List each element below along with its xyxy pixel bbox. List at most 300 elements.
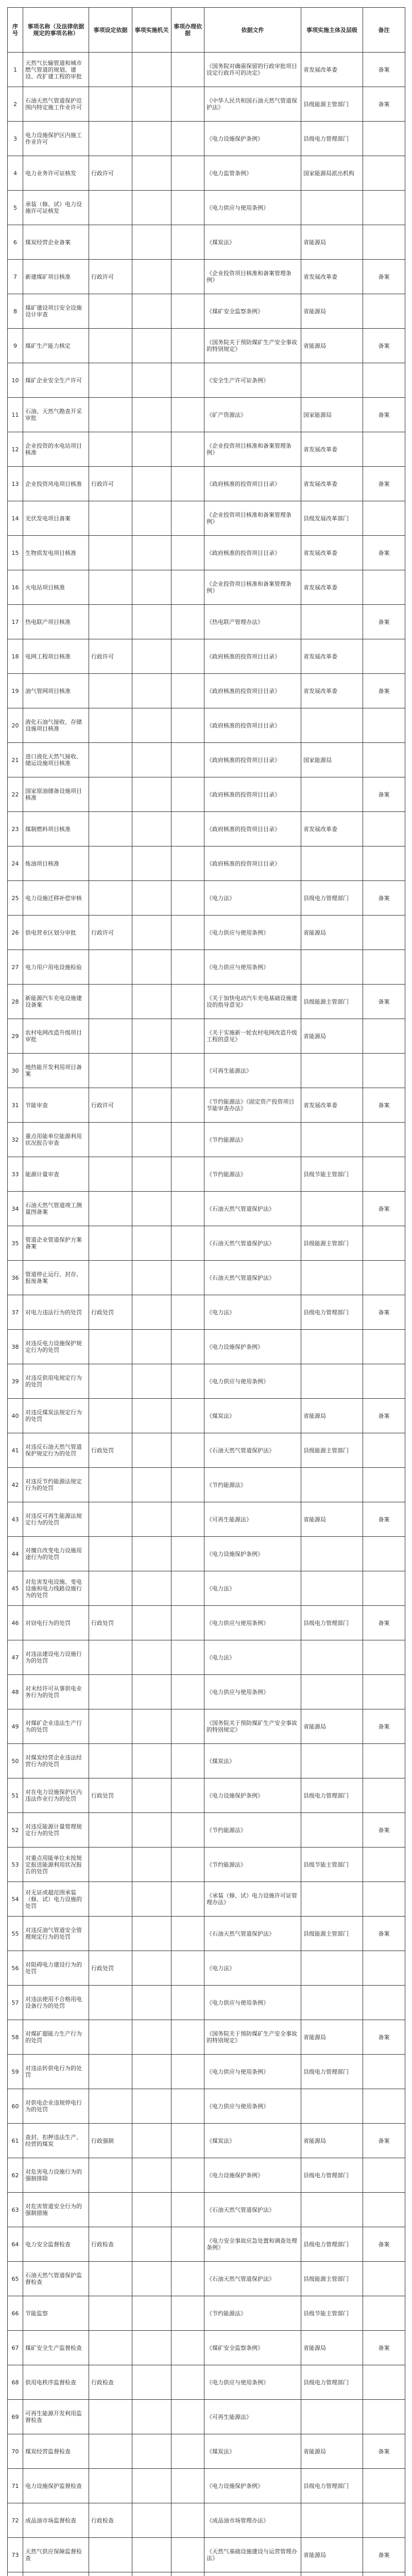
item-law	[171, 2158, 204, 2193]
item-law	[171, 570, 204, 605]
authority-text: 县级能源主管部门	[301, 1226, 363, 1261]
basis-text: 《企业投资项目核准和备案管理条例》	[204, 570, 301, 605]
item-law	[171, 1226, 204, 1261]
row-number: 49	[8, 1709, 23, 1744]
basis-text: 《电力设施保护条例》	[204, 2469, 301, 2503]
remark-text: 备案	[363, 605, 405, 639]
row-number: 28	[8, 985, 23, 1019]
item-law	[171, 1813, 204, 1848]
item-law	[171, 2503, 204, 2538]
table-row	[8, 743, 405, 777]
item-name: 节能监察	[23, 2296, 89, 2331]
item-category: 行政处罚	[89, 1606, 132, 1640]
item-law	[171, 674, 204, 708]
remark-text	[363, 812, 405, 846]
item-department	[132, 191, 171, 225]
table-row	[8, 1330, 405, 1364]
authority-text: 县级电力管理部门	[301, 2227, 363, 2262]
item-department	[132, 2469, 171, 2503]
authority-text: 县级能源主管部门	[301, 87, 363, 122]
remark-text	[363, 1330, 405, 1364]
row-number: 35	[8, 1226, 23, 1261]
basis-text: 《煤炭法》	[204, 2434, 301, 2469]
basis-text: 《电力供应与使用条例》	[204, 1675, 301, 1709]
item-category	[89, 1226, 132, 1261]
item-department	[132, 1848, 171, 1882]
item-category: 行政检查	[89, 2227, 132, 2262]
row-number: 60	[8, 2089, 23, 2124]
header-cell: 事项名称（及法律依据规定的事项名称）	[23, 8, 89, 53]
table-row	[8, 191, 405, 225]
authority-text: 省能源局	[301, 916, 363, 950]
item-department	[132, 2262, 171, 2296]
item-law	[171, 2124, 204, 2158]
item-name: 对违反供用电规定行为的处罚	[23, 1364, 89, 1399]
remark-text: 备案	[363, 1399, 405, 1433]
row-number: 50	[8, 1744, 23, 1778]
item-law	[171, 1157, 204, 1192]
item-law	[171, 294, 204, 329]
row-number: 11	[8, 398, 23, 432]
authority-text: 省能源局	[301, 2538, 363, 2572]
item-law	[171, 916, 204, 950]
remark-text	[363, 1019, 405, 1054]
authority-text	[301, 1192, 363, 1226]
item-name: 进口液化天然气接收、储运设施项目核准	[23, 743, 89, 777]
row-number: 29	[8, 1019, 23, 1054]
item-department	[132, 1433, 171, 1468]
remark-text	[363, 1848, 405, 1882]
remark-text	[363, 1571, 405, 1606]
remark-text	[363, 1882, 405, 1917]
item-law	[171, 398, 204, 432]
table-row	[8, 122, 405, 156]
remark-text: 备案	[363, 1088, 405, 1123]
item-department	[132, 743, 171, 777]
authority-text: 省能源局	[301, 1399, 363, 1433]
item-law	[171, 53, 204, 87]
basis-text: 《关于加快电动汽车充电基础设施建设的指导意见》	[204, 985, 301, 1019]
basis-text: 《电力设施保护条例》	[204, 1778, 301, 1813]
item-name: 煤矿生产能力核定	[23, 329, 89, 363]
table-row	[8, 2331, 405, 2365]
item-law	[171, 1848, 204, 1882]
basis-text: 《国务院关于预防煤矿生产安全事故的特别规定》	[204, 1709, 301, 1744]
item-law	[171, 87, 204, 122]
authority-text	[301, 708, 363, 743]
item-department	[132, 294, 171, 329]
item-department	[132, 2331, 171, 2365]
authority-text: 省能源局	[301, 2331, 363, 2365]
basis-text: 《政府核准的投资项目目录》	[204, 467, 301, 501]
remark-text: 备案	[363, 777, 405, 812]
basis-text: 《电力供应与使用条例》	[204, 2365, 301, 2400]
row-number: 54	[8, 1882, 23, 1917]
header-cell: 事项办理依据	[171, 8, 204, 53]
row-number: 5	[8, 191, 23, 225]
item-name: 电力设施保护监督检查	[23, 2469, 89, 2503]
item-name: 对违反可再生能源法规定行为的处罚	[23, 1502, 89, 1537]
table-row	[8, 1778, 405, 1813]
item-name: 供电营业区划分审批	[23, 916, 89, 950]
item-category	[89, 1848, 132, 1882]
remark-text	[363, 2365, 405, 2400]
row-number: 32	[8, 1123, 23, 1157]
item-category	[89, 2331, 132, 2365]
table-row	[8, 2055, 405, 2089]
table-row	[8, 950, 405, 985]
row-number: 34	[8, 1192, 23, 1226]
item-law	[171, 1330, 204, 1364]
item-law	[171, 1088, 204, 1123]
item-law	[171, 881, 204, 916]
table-row	[8, 1709, 405, 1744]
authority-text	[301, 1468, 363, 1502]
remark-text: 备案	[363, 1917, 405, 1951]
table-row	[8, 1054, 405, 1088]
basis-text: 《煤炭法》	[204, 2124, 301, 2158]
item-category: 行政检查	[89, 2365, 132, 2400]
remark-text	[363, 363, 405, 398]
item-category	[89, 846, 132, 881]
remark-text	[363, 1744, 405, 1778]
authority-text: 国家能源局	[301, 743, 363, 777]
authority-text	[301, 1330, 363, 1364]
basis-text: 《电力法》	[204, 1571, 301, 1606]
basis-text: 《国务院关于预防煤矿生产安全事故的特别规定》	[204, 329, 301, 363]
table-row	[8, 2020, 405, 2055]
item-category	[89, 674, 132, 708]
item-name: 对危害管道安全行为的强制措施	[23, 2193, 89, 2227]
item-name: 煤制燃料项目核准	[23, 812, 89, 846]
row-number: 73	[8, 2538, 23, 2572]
authority-text: 省发展改革委	[301, 639, 363, 674]
remark-text: 备案	[363, 674, 405, 708]
remark-text	[363, 2193, 405, 2227]
item-law	[171, 2020, 204, 2055]
remark-text	[363, 708, 405, 743]
table-row	[8, 1502, 405, 1537]
row-number: 9	[8, 329, 23, 363]
item-category	[89, 743, 132, 777]
authority-text	[301, 2193, 363, 2227]
item-name: 对违反能源计量管理规定行为的处罚	[23, 1813, 89, 1848]
item-department	[132, 2400, 171, 2434]
remark-text	[363, 156, 405, 191]
row-number: 52	[8, 1813, 23, 1848]
row-number: 58	[8, 2020, 23, 2055]
row-number: 47	[8, 1640, 23, 1675]
basis-text: 《矿产资源法》	[204, 398, 301, 432]
row-number: 56	[8, 1951, 23, 1986]
row-number: 48	[8, 1675, 23, 1709]
item-department	[132, 708, 171, 743]
item-department	[132, 846, 171, 881]
remark-text: 备案	[363, 329, 405, 363]
authority-text	[301, 1571, 363, 1606]
remark-text: 备案	[363, 2331, 405, 2365]
basis-text: 《成品油市场管理办法》	[204, 2503, 301, 2538]
authority-text: 省发展改革委	[301, 536, 363, 570]
row-number: 21	[8, 743, 23, 777]
item-name: 国家原油储备设施项目核准	[23, 777, 89, 812]
item-name: 查封、扣押违法生产、经营的煤炭	[23, 2124, 89, 2158]
item-category	[89, 1330, 132, 1364]
item-department	[132, 1192, 171, 1226]
authority-text: 县级电力管理部门	[301, 881, 363, 916]
row-number: 38	[8, 1330, 23, 1364]
row-number: 41	[8, 1433, 23, 1468]
item-name: 对窃电行为的处罚	[23, 1606, 89, 1640]
item-department	[132, 87, 171, 122]
remark-text: 备案	[363, 1606, 405, 1640]
remark-text	[363, 1054, 405, 1088]
row-number: 40	[8, 1399, 23, 1433]
item-law	[171, 1123, 204, 1157]
remark-text: 备案	[363, 2227, 405, 2262]
item-category	[89, 2262, 132, 2296]
remark-text	[363, 1261, 405, 1295]
item-department	[132, 156, 171, 191]
item-name: 油气管网项目核准	[23, 674, 89, 708]
row-number: 71	[8, 2469, 23, 2503]
table-row	[8, 1226, 405, 1261]
item-category: 行政处罚	[89, 1295, 132, 1330]
remark-text: 备案	[363, 1502, 405, 1537]
authority-text: 县级能源主管部门	[301, 1433, 363, 1468]
item-name: 对违反煤炭法规定行为的处罚	[23, 1399, 89, 1433]
authority-text: 县级电力管理部门	[301, 2158, 363, 2193]
item-category: 行政许可	[89, 260, 132, 294]
authority-text: 省能源局	[301, 2020, 363, 2055]
basis-text: 《节约能源法》	[204, 1157, 301, 1192]
item-department	[132, 605, 171, 639]
item-department	[132, 2227, 171, 2262]
item-category	[89, 1502, 132, 1537]
item-department	[132, 1640, 171, 1675]
row-number: 64	[8, 2227, 23, 2262]
table-row	[8, 2193, 405, 2227]
item-category	[89, 1986, 132, 2020]
table-row	[8, 1813, 405, 1848]
item-name: 煤矿建设项目安全设施设计审查	[23, 294, 89, 329]
item-law	[171, 1709, 204, 1744]
remark-text	[363, 639, 405, 674]
item-department	[132, 1054, 171, 1088]
table-row	[8, 1192, 405, 1226]
item-department	[132, 1917, 171, 1951]
remark-text	[363, 122, 405, 156]
authority-text: 省发展改革委	[301, 1088, 363, 1123]
item-department	[132, 1157, 171, 1192]
remark-text	[363, 950, 405, 985]
table-row	[8, 363, 405, 398]
authority-text	[301, 1882, 363, 1917]
item-category	[89, 191, 132, 225]
row-number: 22	[8, 777, 23, 812]
basis-text: 《电力监管条例》	[204, 156, 301, 191]
item-category	[89, 432, 132, 467]
basis-text: 《煤炭法》	[204, 1399, 301, 1433]
item-department	[132, 398, 171, 432]
authority-text	[301, 1986, 363, 2020]
item-department	[132, 1606, 171, 1640]
remark-text	[363, 1226, 405, 1261]
authority-text: 省能源局	[301, 1502, 363, 1537]
row-number: 13	[8, 467, 23, 501]
item-category	[89, 2055, 132, 2089]
table-header	[8, 8, 405, 53]
item-category	[89, 1019, 132, 1054]
item-name: 对煤矿企业违法生产行为的处罚	[23, 1709, 89, 1744]
basis-text: 《石油天然气管道保护法》	[204, 1433, 301, 1468]
item-law	[171, 1675, 204, 1709]
item-department	[132, 225, 171, 260]
authority-text: 国家能源局派出机构	[301, 156, 363, 191]
item-department	[132, 1123, 171, 1157]
item-category	[89, 536, 132, 570]
authority-text: 县级节能主管部门	[301, 2296, 363, 2331]
item-department	[132, 1537, 171, 1571]
table-row	[8, 1848, 405, 1882]
item-name: 对无证或超范围承装（修、试）电力设施的处罚	[23, 1882, 89, 1917]
table-row	[8, 1399, 405, 1433]
item-category	[89, 1261, 132, 1295]
item-law	[171, 1054, 204, 1088]
basis-text: 《节约能源法》	[204, 1123, 301, 1157]
item-department	[132, 1986, 171, 2020]
item-category	[89, 1813, 132, 1848]
item-name: 新建煤矿项目核准	[23, 260, 89, 294]
row-number: 63	[8, 2193, 23, 2227]
item-category: 行政处罚	[89, 1433, 132, 1468]
remark-text	[363, 2262, 405, 2296]
row-number: 45	[8, 1571, 23, 1606]
authority-text	[301, 2400, 363, 2434]
item-department	[132, 985, 171, 1019]
row-number: 25	[8, 881, 23, 916]
authority-text: 县级电力管理部门	[301, 2055, 363, 2089]
authority-text	[301, 777, 363, 812]
item-category	[89, 329, 132, 363]
item-name: 热电联产项目核准	[23, 605, 89, 639]
authority-text: 省发展改革委	[301, 432, 363, 467]
table-row	[8, 1019, 405, 1054]
item-law	[171, 122, 204, 156]
table-row	[8, 1468, 405, 1502]
table-row	[8, 2538, 405, 2572]
row-number: 6	[8, 225, 23, 260]
basis-text: 《企业投资项目核准和备案管理条例》	[204, 432, 301, 467]
row-number: 66	[8, 2296, 23, 2331]
table-row	[8, 1882, 405, 1917]
item-law	[171, 260, 204, 294]
row-number: 7	[8, 260, 23, 294]
item-name: 新能源汽车充电设施建设备案	[23, 985, 89, 1019]
table-row	[8, 329, 405, 363]
item-law	[171, 2365, 204, 2400]
item-law	[171, 1744, 204, 1778]
item-name: 对煤矿超能力生产行为的处罚	[23, 2020, 89, 2055]
item-department	[132, 1744, 171, 1778]
item-law	[171, 2434, 204, 2469]
authority-text	[301, 1675, 363, 1709]
row-number: 55	[8, 1917, 23, 1951]
item-department	[132, 2503, 171, 2538]
item-name: 煤矿企业安全生产许可	[23, 363, 89, 398]
remark-text	[363, 1537, 405, 1571]
basis-text: 《电力供应与使用条例》	[204, 191, 301, 225]
row-number: 46	[8, 1606, 23, 1640]
item-name: 对煤炭经营企业违法经营行为的处罚	[23, 1744, 89, 1778]
basis-text: 《电力法》	[204, 1295, 301, 1330]
item-category	[89, 2296, 132, 2331]
item-law	[171, 2227, 204, 2262]
row-number: 72	[8, 2503, 23, 2538]
row-number: 27	[8, 950, 23, 985]
item-department	[132, 1330, 171, 1364]
item-category	[89, 2572, 132, 2576]
row-number: 36	[8, 1261, 23, 1295]
authority-text: 县级电力管理部门	[301, 2365, 363, 2400]
table-row	[8, 2124, 405, 2158]
item-law	[171, 2469, 204, 2503]
item-category	[89, 1157, 132, 1192]
item-category	[89, 2469, 132, 2503]
row-number: 61	[8, 2124, 23, 2158]
basis-text: 《关于实施新一轮农村电网改造升级工程的意见》	[204, 1019, 301, 1054]
item-category	[89, 881, 132, 916]
item-law	[171, 501, 204, 536]
item-law	[171, 467, 204, 501]
basis-text: 《电力法》	[204, 1640, 301, 1675]
basis-text: 《可再生能源法》	[204, 2400, 301, 2434]
table-row	[8, 2572, 405, 2576]
item-name: 管道停止运行、封存、报废备案	[23, 1261, 89, 1295]
basis-text: 《石油天然气管道保护法》	[204, 1261, 301, 1295]
item-law	[171, 1917, 204, 1951]
basis-text: 《承装（修、试）电力设施许可证管理办法》	[204, 1882, 301, 1917]
header-cell: 事项设定依据	[89, 8, 132, 53]
table-row	[8, 2400, 405, 2434]
table-row	[8, 398, 405, 432]
item-department	[132, 674, 171, 708]
item-name: 煤矿安全生产监督检查	[23, 2331, 89, 2365]
basis-text: 《政府核准的投资项目目录》	[204, 536, 301, 570]
row-number: 70	[8, 2434, 23, 2469]
remark-text	[363, 191, 405, 225]
item-department	[132, 1813, 171, 1848]
item-law	[171, 329, 204, 363]
authority-text	[301, 1123, 363, 1157]
remark-text	[363, 2469, 405, 2503]
remark-text	[363, 1675, 405, 1709]
item-name: 液化石油气接收、存储设施项目核准	[23, 708, 89, 743]
basis-text: 《电力设施保护条例》	[204, 2158, 301, 2193]
item-law	[171, 743, 204, 777]
table-row	[8, 1537, 405, 1571]
item-department	[132, 570, 171, 605]
row-number: 26	[8, 916, 23, 950]
header-cell: 事项实施主体及层级	[301, 8, 363, 53]
basis-text: 《电力供应与使用条例》	[204, 1986, 301, 2020]
row-number: 69	[8, 2400, 23, 2434]
authority-text: 省能源局	[301, 2124, 363, 2158]
item-name: 农村电网改造升级项目审批	[23, 1019, 89, 1054]
remark-text: 备案	[363, 467, 405, 501]
table-row	[8, 605, 405, 639]
table-row	[8, 2365, 405, 2400]
